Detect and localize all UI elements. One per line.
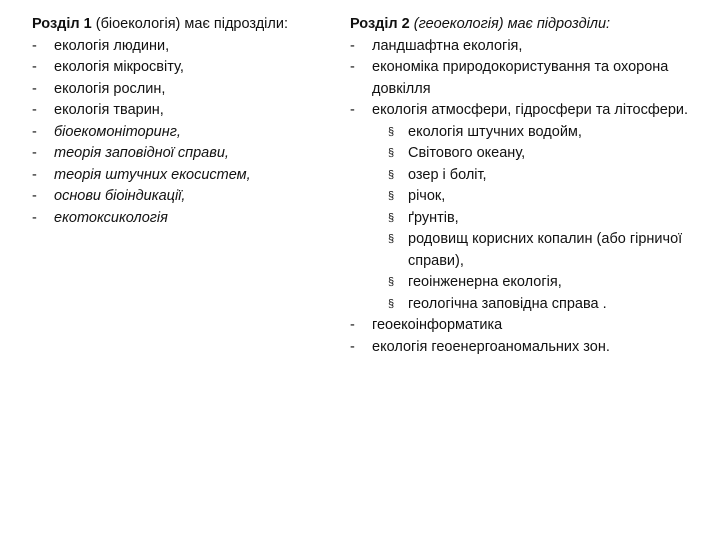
square-bullet-icon: § — [388, 276, 395, 288]
section-1-paren: (біоекологія) — [91, 16, 185, 32]
section-2-subitem — [350, 272, 695, 294]
section-2-subitem — [350, 122, 695, 144]
dash-bullet-icon: - — [350, 317, 355, 333]
section-2-subitem — [350, 186, 695, 208]
section-2-item-text: економіка природокористування та охорона довкілля — [372, 59, 669, 97]
section-1-heading — [32, 14, 332, 36]
section-1-item — [32, 57, 332, 79]
section-1-item-text: теорія заповідної справи, — [54, 145, 229, 161]
section-2-item-text: геоекоінформатика — [372, 317, 503, 333]
section-1-number: Розділ 1 — [32, 16, 92, 32]
dash-bullet-icon: - — [350, 59, 355, 75]
section-2-subitem — [350, 229, 695, 272]
dash-bullet-icon: - — [32, 209, 37, 226]
dash-bullet-icon: - — [32, 59, 37, 75]
section-2-item — [350, 315, 695, 337]
section-1-item-text: біоекомоніторинг, — [54, 123, 181, 140]
dash-bullet-icon: - — [32, 145, 37, 161]
section-2-item-text: екологія геоенергоаномальних зон. — [372, 338, 610, 355]
section-2-subitem-text: ґрунтів, — [408, 209, 459, 226]
square-bullet-icon: § — [388, 147, 395, 159]
section-2-paren: (геоекологія) — [409, 16, 508, 32]
dash-bullet-icon: - — [32, 123, 37, 140]
section-1-item-text: основи біоіндикації, — [54, 188, 186, 204]
section-2-item — [350, 57, 695, 100]
section-2-subitem-text: Світового океану, — [408, 145, 526, 161]
section-2-subitem — [350, 294, 695, 316]
section-2-list — [350, 36, 695, 359]
section-2-item-text: екологія атмосфери, гідросфери та літосфери. — [372, 102, 689, 118]
section-2-number: Розділ 2 — [350, 16, 410, 32]
section-2-subitem-text: озер і боліт, — [408, 166, 487, 183]
section-2-subitem — [350, 165, 695, 187]
square-bullet-icon: § — [388, 190, 395, 202]
dash-bullet-icon: - — [32, 188, 37, 204]
section-1-item — [32, 208, 332, 230]
section-2-item — [350, 100, 695, 122]
square-bullet-icon: § — [388, 211, 395, 224]
section-1-column — [32, 14, 332, 229]
dash-bullet-icon: - — [350, 338, 355, 355]
section-2-item-text: ландшафтна екологія, — [372, 37, 523, 54]
section-2-item — [350, 36, 695, 58]
section-1-item — [32, 36, 332, 58]
square-bullet-icon: § — [388, 297, 395, 310]
section-1-item — [32, 122, 332, 144]
section-2-subitem-text: геоінженерна екологія, — [408, 274, 562, 290]
section-1-item — [32, 186, 332, 208]
section-2-suffix: має підрозділи: — [507, 16, 611, 32]
section-1-suffix: має підрозділи: — [184, 16, 288, 32]
section-1-item-text: екологія людини, — [54, 37, 170, 54]
section-1-item — [32, 100, 332, 122]
section-2-column — [350, 14, 695, 358]
section-1-item-text: екологія тварин, — [54, 102, 164, 118]
section-1-item-text: екологія мікросвіту, — [54, 59, 184, 75]
section-2-heading — [350, 14, 695, 36]
section-1-list — [32, 36, 332, 230]
dash-bullet-icon: - — [32, 166, 37, 183]
section-2-subitem-text: екологія штучних водойм, — [408, 123, 582, 140]
section-2-subitem — [350, 143, 695, 165]
dash-bullet-icon: - — [350, 102, 355, 118]
section-2-subitem-text: геологічна заповідна справа . — [408, 295, 607, 312]
section-2-subitem — [350, 208, 695, 230]
dash-bullet-icon: - — [32, 80, 37, 97]
section-1-item-text: екологія рослин, — [54, 80, 166, 97]
square-bullet-icon: § — [388, 168, 395, 181]
dash-bullet-icon: - — [350, 37, 355, 54]
section-2-item — [350, 337, 695, 359]
dash-bullet-icon: - — [32, 102, 37, 118]
square-bullet-icon: § — [388, 125, 395, 138]
dash-bullet-icon: - — [32, 37, 37, 54]
section-1-item-text: теорія штучних екосистем, — [54, 166, 251, 183]
square-bullet-icon: § — [388, 233, 395, 245]
section-1-item — [32, 165, 332, 187]
section-1-item-text: екотоксикологія — [54, 209, 168, 226]
section-1-item — [32, 79, 332, 101]
section-2-subitem-text: річок, — [408, 188, 446, 204]
section-1-item — [32, 143, 332, 165]
section-2-subitem-text: родовищ корисних копалин (або гірничої справи), — [408, 231, 683, 269]
